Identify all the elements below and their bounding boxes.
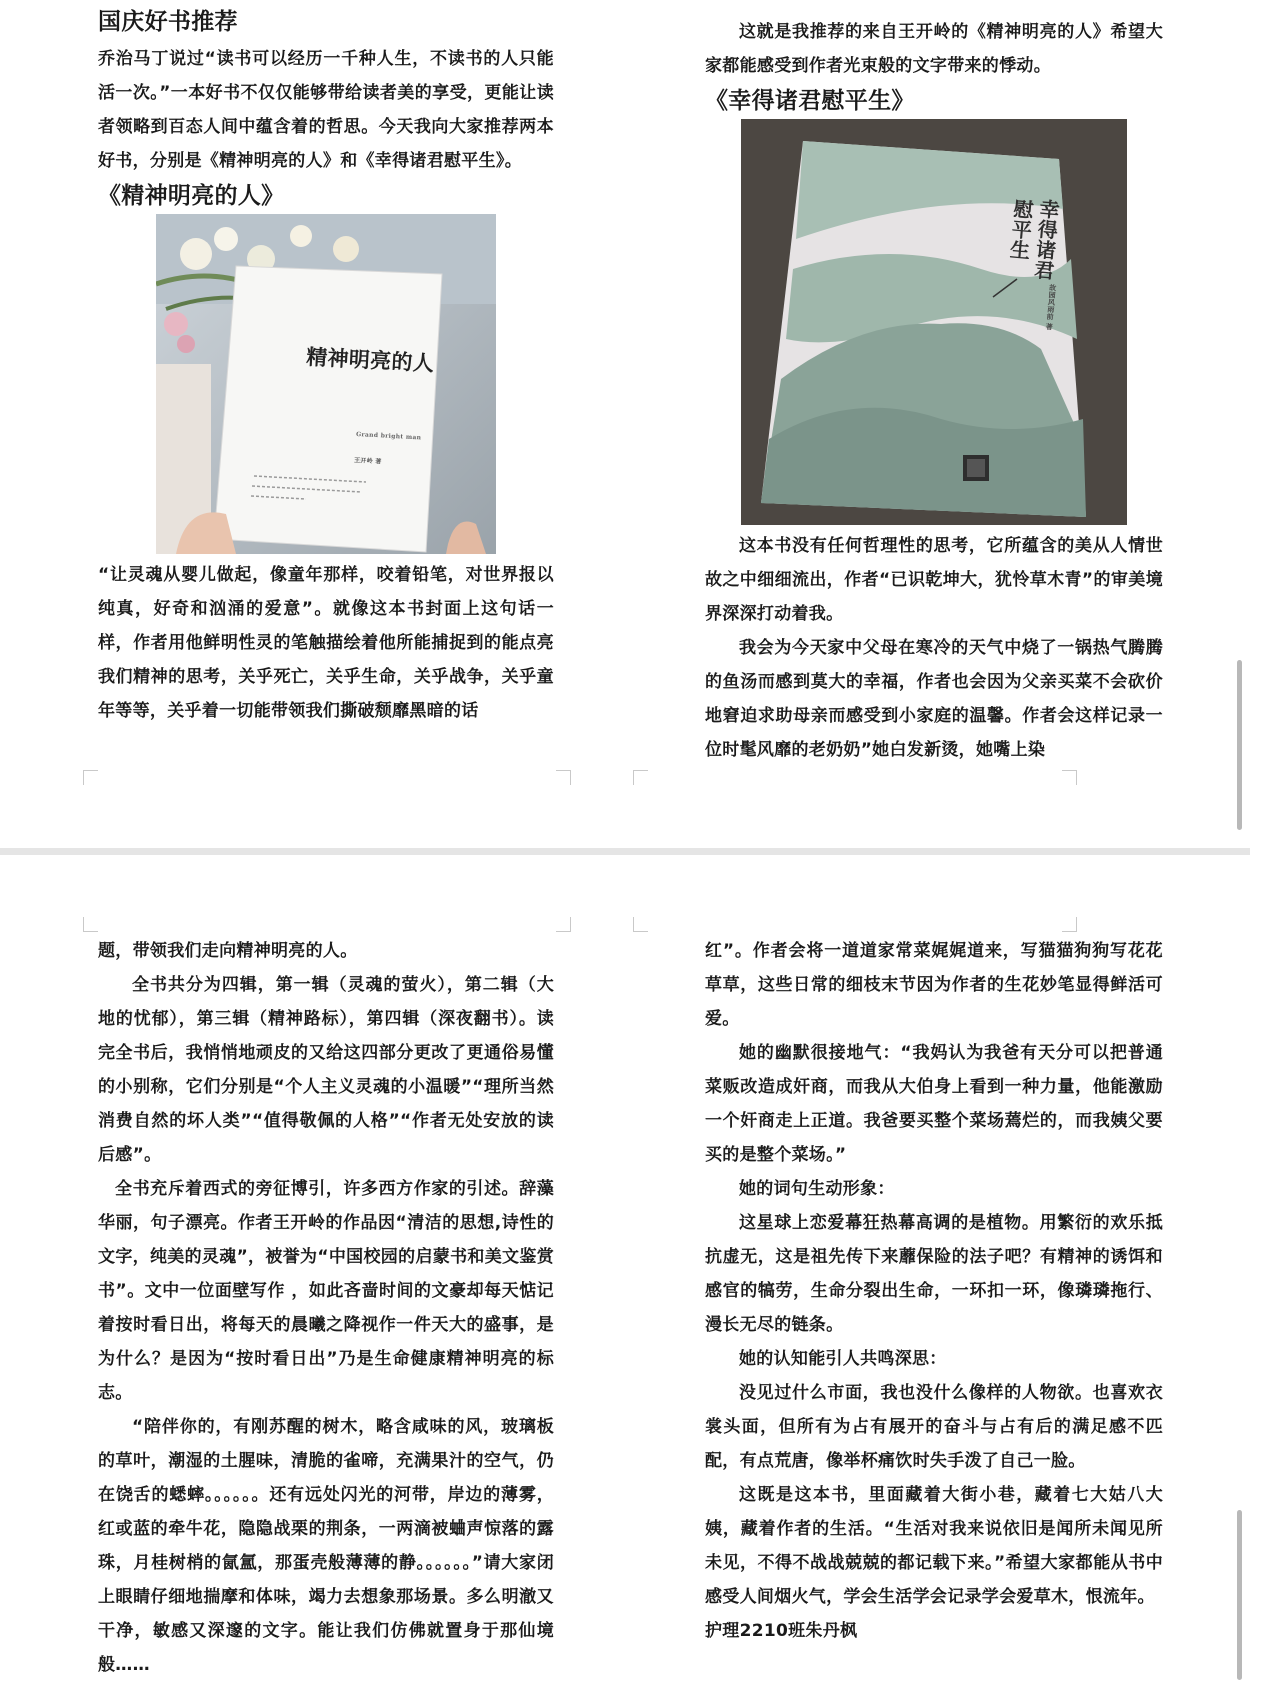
margin-mark [1062,770,1077,785]
book2-cover-title-a: 幸得诸君 [1029,197,1061,281]
margin-mark [633,917,648,932]
book2-cover-author: 故园风雨前 著 [1044,283,1057,331]
book2-wording-heading: 她的词句生动形象： [739,1179,895,1199]
page-3-body [98,934,554,1682]
book1-cover-title: 精神明亮的人 [305,344,435,376]
book1-heading: 《精神明亮的人》 [98,183,285,209]
page-3 [0,855,625,1706]
book2-paragraph-2: 我会为今天家中父母在寒冷的天气中烧了一锅热气腾腾的鱼汤而感到莫大的幸福，作者也会因为父亲买菜不会砍价地窘迫求助母亲而感受到小家庭的温馨。作者会这样记录一位时髦风靡的老奶奶”她白发新烫，她嘴上染 [705,638,1163,760]
book1-cover-photo [156,214,496,554]
author-signature: 护理2210班朱丹枫 [705,1621,858,1641]
book1-style-paragraph: 全书充斥着西式的旁征博引，许多西方作家的引述。辞藻华丽，句子漂亮。作者王开岭的作品因“清洁的思想,诗性的文字，纯美的灵魂”，被誉为“中国校园的启蒙书和美文鉴赏书”。文中一位面壁写作 ，如此吝啬时间的文豪却每天惦记着按时看日出，将每天的晨曦之降视作一件天大的盛事，是为什么？是因为“按时看日出”乃是生命健康精神明亮的标志。 [98,1179,554,1403]
page-1-body [98,4,554,728]
book2-paragraph-1: 这本书没有任何哲理性的思考，它所蕴含的美从人情世故之中细细流出，作者“已识乾坤大，犹怜草木青”的审美境界深深打动着我。 [705,536,1163,624]
page-4-body [705,934,1163,1648]
book1-structure-paragraph: 全书共分为四辑，第一辑（灵魂的萤火），第二辑（大地的忧郁），第三辑（精神路标），第四辑（深夜翻书）。读完全书后，我悄悄地顽皮的又给这四部分更改了更通俗易懂的小别称，它们分别是“个人主义灵魂的小温暖”“理所当然消费自然的坏人类”“值得敬佩的人格”“作者无处安放的读后感”。 [98,975,554,1165]
intro-paragraph: 乔治马丁说过“读书可以经历一千种人生，不读书的人只能活一次。”一本好书不仅仅能够带给读者美的享受，更能让读者领略到百态人间中蕴含着的哲思。今天我向大家推荐两本好书，分别是《精神明亮的人》和《幸得诸君慰平生》。 [98,49,554,171]
book2-cognition-paragraph: 没见过什么市面，我也没什么像样的人物欲。也喜欢衣裳头面，但所有为占有展开的奋斗与占有后的满足感不匹配，有点荒唐，像举杯痛饮时失手泼了自己一脸。 [705,1383,1163,1471]
book1-paragraph: “让灵魂从婴儿做起，像童年那样，咬着铅笔，对世界报以纯真，好奇和汹涌的爱意”。就像这本书封面上这句话一样，作者用他鲜明性灵的笔触描绘着他所能捕捉到的能点亮我们精神的思考，关乎死亡，关乎生命，关乎战争，关乎童年等等，关乎着一切能带领我们撕破颓靡黑暗的话 [98,565,554,721]
margin-mark [556,770,571,785]
book1-quote-paragraph: “陪伴你的，有刚苏醒的树木，略含咸味的风，玻璃板的草叶，潮湿的土腥味，清脆的雀啼，充满果汁的空气，仍在饶舌的蟋蟀。。。。。。还有远处闪光的河带，岸边的薄雾，红或蓝的牵牛花，隐隐战栗的荆条，一两滴被蛐声惊落的露珠，月桂树梢的氤氲，那蛋壳般薄薄的静。。。。。。”请大家闭上眼睛仔细地揣摩和体味，竭力去想象那场景。多么明澈又干净，敏感又深邃的文字。能让我们仿佛就置身于那仙境般…… [98,1417,554,1675]
book2-humor-paragraph: 她的幽默很接地气：“我妈认为我爸有天分可以把普通菜贩改造成奸商，而我从大伯身上看到一种力量，他能激励一个奸商走上正道。我爸要买整个菜场蔫烂的，而我姨父要买的是整个菜场。” [705,1043,1163,1165]
book2-cover-photo [741,119,1127,525]
page-4 [625,855,1250,1706]
book1-conclusion: 这就是我推荐的来自王开岭的《精神明亮的人》希望大家都能感受到作者光束般的文字带来的悸动。 [705,22,1163,76]
margin-mark [1062,917,1077,932]
margin-mark [83,917,98,932]
page-2 [625,0,1250,848]
book2-paragraph-3: 红”。作者会将一道道家常菜娓娓道来，写猫猫狗狗写花花草草，这些日常的细枝末节因为作者的生花妙笔显得鲜活可爱。 [705,941,1163,1029]
book2-wording-paragraph: 这星球上恋爱幕狂热幕高调的是植物。用繁衍的欢乐抵抗虚无，这是祖先传下来蘼保险的法子吧？有精神的诱饵和感官的犒劳，生命分裂出生命，一环扣一环，像璘璘拖行、漫长无尽的链条。 [705,1213,1163,1335]
book2-cognition-heading: 她的认知能引人共鸣深思： [739,1349,947,1369]
margin-mark [633,770,648,785]
book1-cover-author: 王开岭 著 [353,457,382,466]
vertical-scrollbar[interactable] [1237,1510,1242,1680]
margin-mark [83,770,98,785]
book1-paragraph-end: 题，带领我们走向精神明亮的人。 [98,941,358,961]
book2-cover-title-b: 慰平生 [1005,197,1035,261]
vertical-scrollbar[interactable] [1237,660,1242,830]
book2-heading: 《幸得诸君慰平生》 [705,88,915,114]
book1-cover-subtitle: Grand bright man [355,431,422,442]
page-divider [0,848,1250,855]
page-title: 国庆好书推荐 [98,9,238,35]
margin-mark [556,917,571,932]
page-2-body [705,15,1163,767]
page-1 [0,0,625,848]
conclusion-paragraph: 这既是这本书，里面藏着大街小巷，藏着七大姑八大姨，藏着作者的生活。“生活对我来说依旧是闻所未闻见所未见，不得不战战兢兢的都记载下来。”希望大家都能从书中感受人间烟火气，学会生活学会记录学会爱草木，恨流年。 [705,1485,1163,1607]
